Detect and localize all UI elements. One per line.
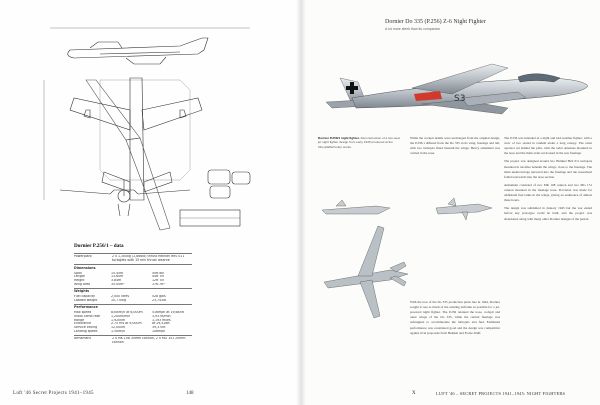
right-page-number: X	[412, 391, 416, 396]
body-column-1	[410, 136, 500, 192]
armament-value: 2 x MK 108 30mm cannon, 2 x MG 151 20mm cannon	[112, 337, 186, 344]
table-row	[74, 283, 192, 287]
paragraph: With the loss of the Do 335 production plans late in 1944, Dornier sought to use as much of the existing airframe as possible for a jet-powered night fighter. The P.256 retained the nose, cockpit and outer wings of the Do 335, while the central fuselage was redesigned to accommodate the turbojets and fuel. Estimated performance was considered good and the design was competitive against rival proposals from Heinkel and Focke-Wulf.	[410, 300, 500, 335]
book-gutter	[296, 0, 306, 405]
powerplant-row	[74, 255, 192, 262]
row-metric: 1,200m/min	[111, 314, 131, 318]
weights-heading: Weights	[74, 289, 90, 294]
row-metric: 15.45m	[111, 271, 124, 275]
data-table-title: Dornier P.256/1 – data	[74, 243, 124, 249]
row-metric: 3.84m	[111, 278, 122, 282]
performance-heading: Performance	[74, 305, 98, 310]
body-column-2	[504, 136, 592, 386]
figure-caption-bold: Dornier P.256/1 night fighter.	[318, 136, 360, 140]
row-metric: 10,770kg	[111, 298, 127, 302]
row-imperial: 516mph at 19,685ft	[152, 311, 184, 315]
row-imperial: 528 gals	[152, 295, 166, 299]
row-metric: 2.75 hrs at 9,000m	[111, 322, 142, 326]
figure-caption	[318, 136, 402, 149]
paragraph: The P.256 was intended as a night and bad-weather fighter, with a crew of two seated in tandem under a long canopy. The radar operator sat behind the pilot, with the radar antennae mounted in the nose and the main radar set housed in the rear fuselage.	[504, 136, 592, 156]
row-label: Service ceiling	[74, 325, 98, 329]
row-metric: 170km/h	[111, 329, 126, 333]
dimensions-section	[74, 264, 192, 286]
row-imperial: 44ft 7in	[152, 275, 165, 279]
body-column-3	[410, 300, 500, 388]
armament-section	[74, 335, 192, 345]
row-label: Fuel capacity	[74, 295, 95, 299]
row-imperial: 1,193 miles	[152, 318, 171, 322]
row-label: Endurance	[74, 322, 92, 326]
row-label: Landing speed	[74, 329, 98, 333]
right-running-title: LUFT '46 – SECRET PROJECTS 1941–1945: NIGHT FIGHTERS	[436, 391, 566, 396]
paragraph: Armament consisted of two MK 108 cannon and two MG 151 cannon mounted in the fuselage nose. Provision was made for additional fuel tanks in the wings, giving an endurance of almost three hours.	[504, 182, 592, 203]
row-imperial: 376.7ft²	[152, 282, 165, 286]
aircraft-illustration	[322, 58, 592, 128]
row-label: Loaded weight	[74, 298, 98, 302]
row-label: Max speed	[74, 311, 92, 315]
row-imperial: 106mph	[152, 329, 166, 333]
row-metric: 35.00m²	[111, 282, 125, 286]
row-label: Height	[74, 278, 85, 282]
row-label: Length	[74, 275, 85, 279]
powerplant-label: Powerplant	[74, 255, 92, 259]
plan-view-illustration	[320, 222, 420, 322]
row-metric: 13.60m	[111, 275, 124, 279]
paragraph: While the cockpit details were unchanged from the original design, the P.256/1 differed from the Do 335 in its wing, fuselage and tail, with two turbojets fitted beneath the wings. Heavy armament was carried in the nose.	[410, 136, 500, 156]
powerplant-value: 2 x 1,300kg (2,866lb) thrust Heinkel HeS 011 turbojets with 15 min thrust reserve	[112, 255, 185, 263]
hero-caption-sub: A lot more sleek than its companion	[385, 27, 441, 31]
table-row	[74, 299, 192, 303]
powerplant-section	[74, 253, 192, 263]
hero-caption: Dornier Do 335 (P.256) Z-6 Night Fighter	[385, 19, 486, 25]
dimensions-heading: Dimensions	[74, 265, 96, 270]
row-metric: 830km/h at 6,000m	[111, 311, 143, 315]
row-imperial: 3,937ft/min	[152, 314, 171, 318]
figure-caption-text: Reconstruction of a two-seat jet night fighter design from early 1945 produced at the Oberpfaffenhofen works.	[318, 136, 400, 149]
paragraph: The project was designed around two Heinkel HeS 011 turbojets mounted in nacelles beneath the wings, close to the fuselage. The main undercarriage retracted into the fuselage and the nosewheel folded rearwards into the nose section.	[504, 159, 592, 179]
weights-section	[74, 288, 192, 303]
row-metric: 1,920km	[111, 318, 126, 322]
row-label: Wing area	[74, 282, 91, 286]
row-imperial: 39,370ft	[152, 325, 166, 329]
left-running-title: Luft '46 Secret Projects 1941–1945	[13, 391, 94, 396]
paragraph: The design was submitted in January 1945 but the war ended before any prototype could be built, and the project was abandoned along with many other Dornier designs of the period.	[504, 206, 592, 221]
row-imperial: 50ft 8in	[152, 271, 165, 275]
table-row	[74, 330, 192, 334]
armament-label: Armament	[74, 337, 91, 341]
left-page-number: 148	[186, 391, 194, 396]
aircraft-data-table	[74, 244, 192, 345]
armament-row	[74, 337, 192, 344]
fuselage-code: S3	[454, 94, 466, 104]
row-label: Initial climb rate	[74, 314, 100, 318]
three-view-drawing	[30, 20, 270, 242]
performance-section	[74, 304, 192, 333]
row-imperial: 23,743lb	[152, 298, 167, 302]
row-metric: 2,000 litres	[111, 295, 130, 299]
row-imperial: at 29,528ft	[152, 322, 170, 326]
row-imperial: 12ft 7in	[152, 278, 165, 282]
row-label: Span	[74, 271, 83, 275]
row-label: Range	[74, 318, 85, 322]
row-metric: 12,000m	[111, 325, 126, 329]
